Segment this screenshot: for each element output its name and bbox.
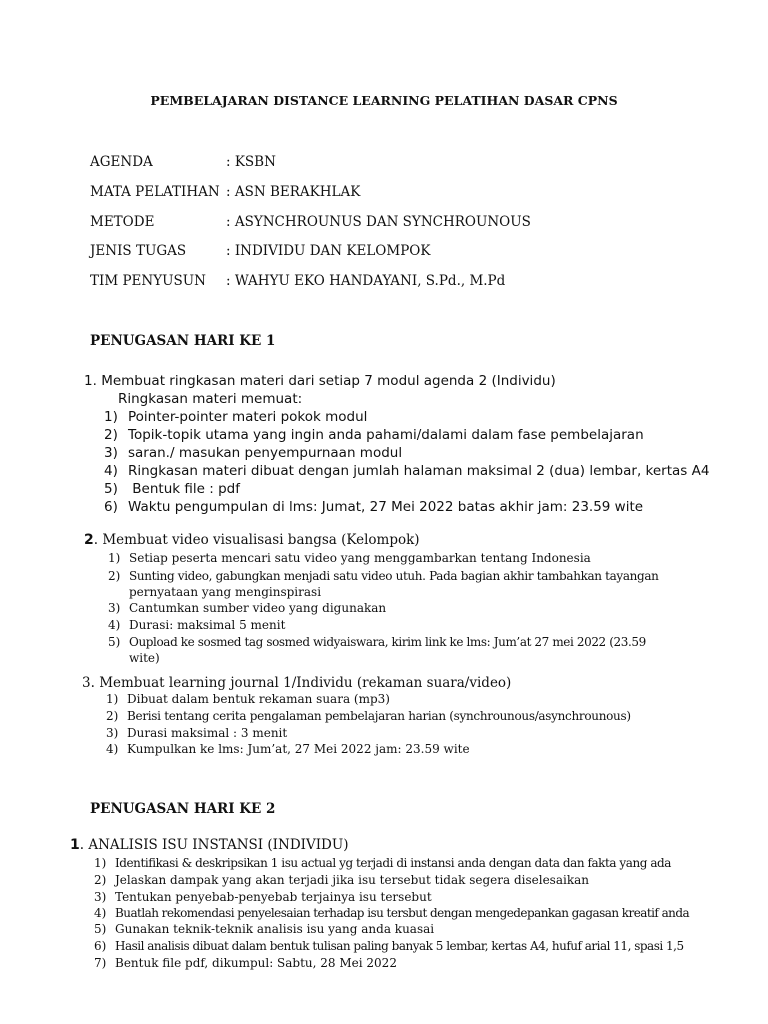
list-item [108, 551, 591, 565]
task-number: 3. [82, 675, 95, 691]
item-number: 5) [94, 922, 107, 936]
list-item [106, 742, 470, 756]
item-text: Gunakan teknik-teknik analisis isu yang anda kuasai [115, 922, 435, 936]
item-text: Jelaskan dampak yang akan terjadi jika isu tersebut tidak segera diselesaikan [115, 873, 589, 887]
item-text: Dibuat dalam bentuk rekaman suara (mp3) [127, 692, 390, 706]
list-item-continuation: pernyataan yang menginspirasi [129, 585, 322, 599]
item-number: 3) [108, 601, 121, 615]
item-text: Durasi: maksimal 5 menit [129, 618, 286, 632]
item-number: 6) [104, 499, 118, 515]
list-item [94, 890, 432, 904]
list-item [104, 481, 240, 497]
item-text: Oupload ke sosmed tag sosmed widyaiswara, kirim link ke lms: Jum’at 27 mei 2022 (23.59 [129, 635, 646, 649]
list-item [104, 409, 367, 425]
item-number: 1) [108, 551, 121, 565]
item-text: Pointer-pointer materi pokok modul [128, 409, 368, 425]
item-text: Setiap peserta mencari satu video yang menggambarkan tentang Indonesia [129, 551, 591, 565]
task-day1-3 [82, 675, 511, 691]
item-text: Hasil analisis dibuat dalam bentuk tulisan paling banyak 5 lembar, kertas A4, hufuf arial 11, spasi 1,5 [115, 939, 684, 953]
item-number: 3) [106, 726, 119, 740]
item-text: Ringkasan materi dibuat dengan jumlah halaman maksimal 2 (dua) lembar, kertas A4 [128, 463, 710, 479]
list-item [108, 618, 285, 632]
item-text: Cantumkan sumber video yang digunakan [129, 601, 387, 615]
list-item [94, 873, 589, 887]
item-number: 2) [94, 873, 107, 887]
item-text: Berisi tentang cerita pengalaman pembelajaran harian (synchrounous/asynchrounous) [127, 709, 631, 723]
meta-key: TIM PENYUSUN [90, 273, 206, 289]
item-number: 6) [94, 939, 107, 953]
list-item [104, 445, 402, 461]
item-number: 1) [94, 856, 107, 870]
meta-value: : WAHYU EKO HANDAYANI, S.Pd., M.Pd [226, 273, 506, 289]
item-number: 7) [94, 956, 107, 970]
task-number: 1 [70, 837, 80, 853]
list-item [94, 906, 689, 920]
section-heading-day1: PENUGASAN HARI KE 1 [90, 333, 276, 349]
meta-key: JENIS TUGAS [90, 243, 187, 259]
meta-key: METODE [90, 214, 155, 230]
task-number: 2 [84, 532, 94, 548]
task-text: . Membuat video visualisasi bangsa (Kelompok) [93, 532, 420, 548]
item-text: Waktu pengumpulan di lms: Jumat, 27 Mei 2022 batas akhir jam: 23.59 wite [128, 499, 644, 515]
list-item [94, 956, 397, 970]
meta-value: : KSBN [226, 154, 276, 170]
list-item [104, 463, 709, 479]
meta-row-jenis-tugas [90, 243, 430, 259]
meta-value: : ASYNCHROUNUS DAN SYNCHROUNOUS [226, 214, 531, 230]
meta-key: AGENDA [90, 154, 153, 170]
item-text: Bentuk file : pdf [128, 481, 240, 497]
list-item [94, 856, 671, 870]
list-item [94, 939, 684, 953]
item-number: 1) [106, 692, 119, 706]
item-number: 3) [94, 890, 107, 904]
task-text: . ANALISIS ISU INSTANSI (INDIVIDU) [79, 837, 349, 853]
item-text: Durasi maksimal : 3 menit [127, 726, 288, 740]
item-number: 2) [108, 569, 121, 583]
task-number: 1. [84, 373, 97, 389]
item-text: Identifikasi & deskripsikan 1 isu actual yg terjadi di instansi anda dengan data dan fakta yang ada [115, 856, 671, 870]
list-item [108, 569, 659, 583]
item-number: 4) [106, 742, 119, 756]
list-item [106, 709, 631, 723]
task-day2-1 [70, 837, 349, 853]
list-item [104, 499, 643, 515]
meta-key: MATA PELATIHAN [90, 184, 220, 200]
document-title: PEMBELAJARAN DISTANCE LEARNING PELATIHAN DASAR CPNS [150, 93, 618, 108]
item-number: 5) [104, 481, 118, 497]
meta-row-agenda [90, 154, 276, 170]
task-text: Membuat ringkasan materi dari setiap 7 modul agenda 2 (Individu) [101, 373, 556, 389]
task-text: Membuat learning journal 1/Individu (rekaman suara/video) [99, 675, 512, 691]
item-text: Buatlah rekomendasi penyelesaian terhadap isu tersbut dengan mengedepankan gagasan kreatif anda [115, 906, 690, 920]
meta-row-metode [90, 214, 531, 230]
item-text: Sunting video, gabungkan menjadi satu video utuh. Pada bagian akhir tambahkan tayangan [129, 569, 659, 583]
meta-row-tim-penyusun [90, 273, 505, 289]
meta-value: : INDIVIDU DAN KELOMPOK [226, 243, 431, 259]
item-text: Tentukan penyebab-penyebab terjainya isu tersebut [115, 890, 432, 904]
item-text: Topik-topik utama yang ingin anda pahami/dalami dalam fase pembelajaran [128, 427, 644, 443]
list-item [94, 922, 434, 936]
meta-value: : ASN BERAKHLAK [226, 184, 361, 200]
item-number: 4) [104, 463, 118, 479]
item-text: Bentuk file pdf, dikumpul: Sabtu, 28 Mei 2022 [115, 956, 397, 970]
item-text: saran./ masukan penyempurnaan modul [128, 445, 403, 461]
task-intro: Ringkasan materi memuat: [118, 391, 303, 407]
section-heading-day2: PENUGASAN HARI KE 2 [90, 801, 276, 817]
item-number: 1) [104, 409, 118, 425]
item-number: 4) [94, 906, 107, 920]
list-item [106, 692, 390, 706]
meta-row-mata-pelatihan [90, 184, 360, 200]
list-item [104, 427, 644, 443]
item-number: 2) [106, 709, 119, 723]
list-item [108, 635, 646, 649]
item-number: 5) [108, 635, 121, 649]
item-number: 4) [108, 618, 121, 632]
item-number: 2) [104, 427, 118, 443]
list-item [106, 726, 287, 740]
list-item-continuation: wite) [129, 651, 160, 665]
task-day1-2 [84, 532, 420, 548]
item-number: 3) [104, 445, 118, 461]
item-text: Kumpulkan ke lms: Jum’at, 27 Mei 2022 jam: 23.59 wite [127, 742, 470, 756]
task-day1-1 [84, 373, 556, 389]
list-item [108, 601, 386, 615]
